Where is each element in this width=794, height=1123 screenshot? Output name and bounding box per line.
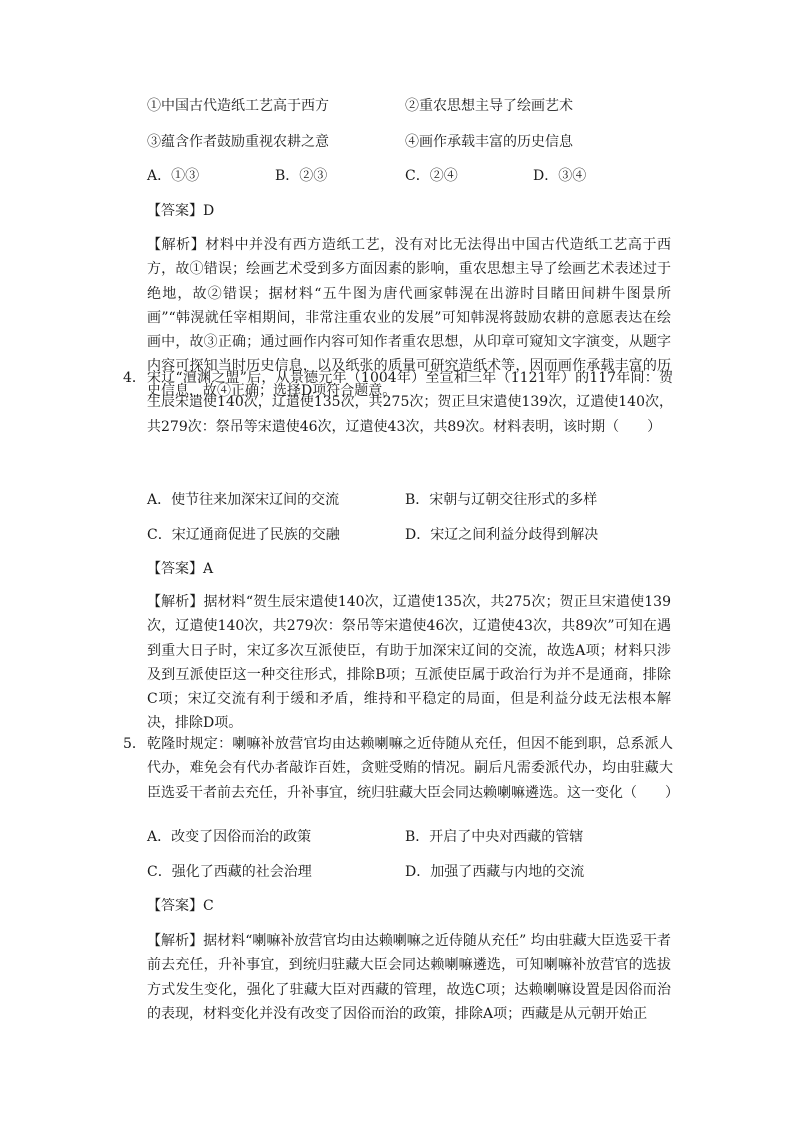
- q3-option-1: ①中国古代造纸工艺高于西方: [147, 98, 329, 114]
- q4-explanation: [147, 590, 671, 736]
- q5-stem: 乾隆时规定：喇嘛补放营官均由达赖喇嘛之近侍随从充任，但因不能到职，总系派人代办，难免会有代办者敲诈百姓，贪赃受贿的情况。嗣后凡需委派代办，均由驻藏大臣选妥干者前去充任，升补事宜，统归驻藏大臣会同达赖喇嘛遴选。这一变化（ ）: [147, 736, 679, 801]
- q4-choice-b: B．宋朝与辽朝交往形式的多样: [405, 492, 598, 508]
- explanation-text: 据材料“贺生辰宋遣使140次，辽遣使135次，共275次；贺正旦宋遣使139次，辽遣使140次，共279次：祭吊等宋遣使46次，辽遣使43次，共89次”可知在遇到重大日子时，宋辽多次互派使臣，有助于加深宋辽间的交流，故选A项；材料只涉及到互派使臣这一种交往形式，排除B项；互派使臣属于政治行为并不是通商，排除C项；宋辽交流有利于缓和矛盾，维持和平稳定的局面，但是利益分歧无法根本解决，排除D项。: [147, 594, 672, 732]
- q5-choice-d: D．加强了西藏与内地的交流: [405, 864, 585, 880]
- q5-choice-b: B．开启了中央对西藏的管辖: [405, 829, 584, 845]
- explanation-text: 材料中并没有西方造纸工艺，没有对比无法得出中国古代造纸工艺高于西方，故①错误；绘画艺术受到多方面因素的影响，重农思想主导了绘画艺术表述过于绝地，故②错误；据材料“五牛图为唐代画家韩滉在出游时目睹田间耕牛图景所画”“韩滉就任宰相期间，非常注重农业的发展”可知韩滉将鼓励农耕的意愿表达在绘画中，故③正确；通过画作内容可知作者重农思想，从印章可窥知文字演变，从题字内容可探知当时历史信息，以及纸张的质量可研究造纸术等，因而画作承载丰富的历史信息，故④正确；选择D项符合题意。: [147, 237, 672, 399]
- q3-choice-c: C．②④: [405, 168, 458, 184]
- explanation-label: 【解析】: [147, 594, 204, 610]
- q3-choice-d: D．③④: [533, 168, 587, 184]
- answer-value: C: [203, 898, 214, 914]
- answer-label: 【答案】: [147, 203, 203, 219]
- q3-option-3: ③蕴含作者鼓励重视农耕之意: [147, 134, 329, 150]
- q4-number: 4．: [123, 370, 146, 386]
- q4-answer: [147, 559, 213, 579]
- q3-option-2: ②重农思想主导了绘画艺术: [405, 98, 573, 114]
- q3-choice-a: A．①③: [147, 168, 200, 184]
- q4-stem: 宋辽“澶渊之盟”后，从景德元年（1004年）至宣和三年（1121年）的117年间：贺生辰宋遣使140次，辽遣使135次，共275次；贺正旦宋遣使139次，辽遣使140次，共279次：祭吊等宋遣使46次，辽遣使43次，共89次。材料表明，该时期（ ）: [147, 370, 673, 435]
- q5-choice-c: C．强化了西藏的社会治理: [147, 864, 312, 880]
- answer-value: A: [203, 561, 214, 577]
- explanation-label: 【解析】: [147, 933, 204, 949]
- q5-explanation: [147, 929, 671, 1026]
- explanation-text: 据材料“喇嘛补放营官均由达赖喇嘛之近侍随从充任” 均由驻藏大臣选妥干者前去充任，升补事宜，到统归驻藏大臣会同达赖喇嘛遴选，可知喇嘛补放营官的选拔方式发生变化，强化了驻藏大臣对西藏的管理，故选C项；达赖喇嘛设置是因俗而治的表现，材料变化并没有改变了因俗而治的政策，排除A项；西藏是从元朝开始正: [147, 933, 672, 1022]
- q4-choice-c: C．宋辽通商促进了民族的交融: [147, 527, 340, 543]
- q5-answer: [147, 896, 214, 916]
- q3-option-4: ④画作承载丰富的历史信息: [405, 134, 573, 150]
- answer-label: 【答案】: [147, 898, 203, 914]
- q3-choice-b: B．②③: [275, 168, 328, 184]
- q4-choice-d: D．宋辽之间利益分歧得到解决: [405, 527, 599, 543]
- q4-choice-a: A．使节往来加深宋辽间的交流: [147, 492, 340, 508]
- q5-number: 5．: [123, 736, 146, 752]
- answer-value: D: [203, 203, 215, 219]
- q5-choice-a: A．改变了因俗而治的政策: [147, 829, 312, 845]
- explanation-label: 【解析】: [147, 237, 206, 253]
- answer-label: 【答案】: [147, 561, 203, 577]
- q3-answer: [147, 201, 214, 221]
